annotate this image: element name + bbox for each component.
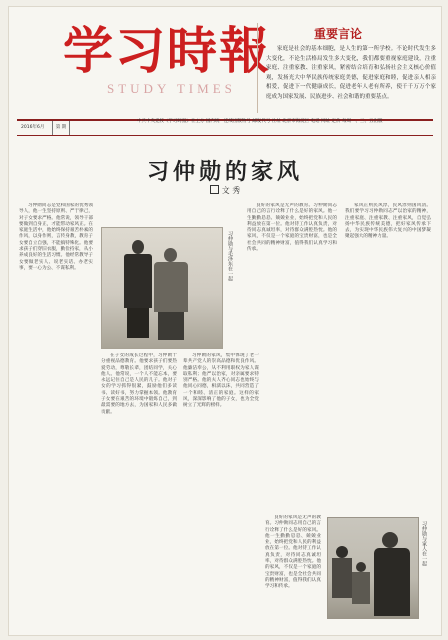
byline-author: 文 秀 bbox=[221, 186, 241, 195]
paragraph: 良好的家风是无声的教育。习仲勋同志用自己的言行诠释了什么是好的家风。他一生勤勤恳恳、兢兢业业，始终把党和人民的利益放在第一位。他对待工作认真负责，对待同志真诚坦率，对待群众满腔热忱。他的家风，不仅是一个家庭的宝贵财富，也是全社会共同的精神财富，值得我们认真学习和传承。 bbox=[247, 203, 337, 253]
text-column-1 bbox=[19, 203, 93, 625]
quote-text: 家庭是社会的基本细胞，是人生的第一所学校。不论时代发生多大变化，不论生活格局发生多大变化，我们都要重视家庭建设，注重家庭、注重家教、注重家风，紧密结合培育和弘扬社会主义核心价值观，发扬光大中华民族传统家庭美德，促进家庭和睦，促进亲人相亲相爱，促进下一代健康成长，促进老年人老有所养，使千千万万个家庭成为国家发展、民族进步、社会和谐的重要基点。 bbox=[266, 46, 436, 100]
person-legs bbox=[127, 308, 149, 338]
text-column-2 bbox=[101, 353, 177, 625]
person-head bbox=[164, 248, 177, 262]
quote-heading: 重要言论 bbox=[314, 27, 363, 41]
paragraph: 习仲勋的家风，集中体现了老一辈共产党人的崇高品德和优良作风。他廉洁奉公，从不利用职权为家人谋取私利；他严以治家，对亲属要求特别严格。他的夫人齐心同志也始终与他同心同德，相濡以沫，共同营造了一个和睦、清正的家庭。这样的家风，深深影响了他的子女，也为全党树立了光辉的榜样。 bbox=[183, 353, 259, 409]
photo-two-men bbox=[101, 227, 223, 349]
byline-box-icon bbox=[210, 185, 219, 194]
paragraph: 习仲勋同志是党和国家的优秀领导人，他一生坚持原则、严于律己，对子女要求严格。他常说，领导干部要做到自身正，才能带动家风正。在家庭生活中，他始终保持艰苦朴素的作风，以身作则，言传身教，教育子女要自立自强，不能搞特殊化。他要求孩子们穿旧衣服，勤俭持家，从小养成良好的生活习惯。他经常教导子女要做老实人、说老实话、办老实事，要一心为公、不谋私利。 bbox=[19, 203, 93, 271]
byline bbox=[9, 185, 441, 196]
photo-caption: 习仲勋与毛泽东在一起 bbox=[227, 231, 233, 281]
article-title: 习仲勋的家风 bbox=[146, 159, 303, 185]
quote-box bbox=[257, 23, 438, 113]
person-legs bbox=[158, 312, 184, 340]
paragraph: 良好的家风是无声的教育。习仲勋同志用自己的言行诠释了什么是好的家风。他一生勤勤恳恳、兢兢业业，始终把党和人民的利益放在第一位。他对待工作认真负责，对待同志真诚坦率，对待群众满腔热忱。他的家风，不仅是一个家庭的宝贵财富，也是全社会共同的精神财富，值得我们认真学习和传承。 bbox=[265, 515, 321, 590]
person-body bbox=[332, 558, 352, 598]
person-head bbox=[356, 562, 366, 572]
person-head bbox=[132, 240, 144, 254]
person-head bbox=[382, 532, 398, 548]
text-column-4 bbox=[247, 203, 337, 509]
text-column-5 bbox=[345, 203, 431, 509]
paragraph: 在子女的成长过程中，习仲勋十分重视品德教育。他要求孩子们要热爱劳动，尊敬长辈，团结同学，关心他人。他常说，一个人不能忘本，要永远记住自己是人民的儿子。他对子女的学习抓得很紧，鼓励他们多读书、读好书，努力掌握本领。他教育子女要在艰苦的环境中锻炼自己，到最需要的地方去，为国家和人民多做贡献。 bbox=[101, 353, 177, 415]
person-body bbox=[374, 548, 410, 616]
photo-caption: 习仲勋与家人在一起 bbox=[421, 521, 427, 566]
person-head bbox=[336, 546, 348, 558]
masthead-subtitle: STUDY TIMES bbox=[107, 81, 236, 96]
person-body bbox=[352, 572, 370, 604]
issue-number: 第 期 bbox=[52, 121, 70, 135]
person-body bbox=[154, 262, 188, 312]
newspaper-page bbox=[8, 6, 442, 636]
masthead-title: 学习時報 bbox=[63, 21, 271, 80]
person-body bbox=[124, 254, 152, 308]
text-column-6 bbox=[265, 515, 321, 625]
publication-details: 中共中央党校《学习时报》社主办 国内统一连续出版物号 邮发代号 社址 北京市海淀区 电话 网址 定价 每周一、三、五出版 bbox=[137, 119, 383, 124]
photo-family bbox=[327, 517, 419, 619]
paragraph: 家风正则民风淳，民风淳则国风清。我们要学习习仲勋同志严以治家的精神，注重家庭、注重家教、注重家风，自觉弘扬中华民族传统美德，把好家风传承下去，为实现中华民族伟大复兴的中国梦凝聚起强大的精神力量。 bbox=[345, 203, 431, 240]
issue-date: 2016年6月 bbox=[21, 125, 45, 130]
info-bar bbox=[17, 119, 433, 136]
